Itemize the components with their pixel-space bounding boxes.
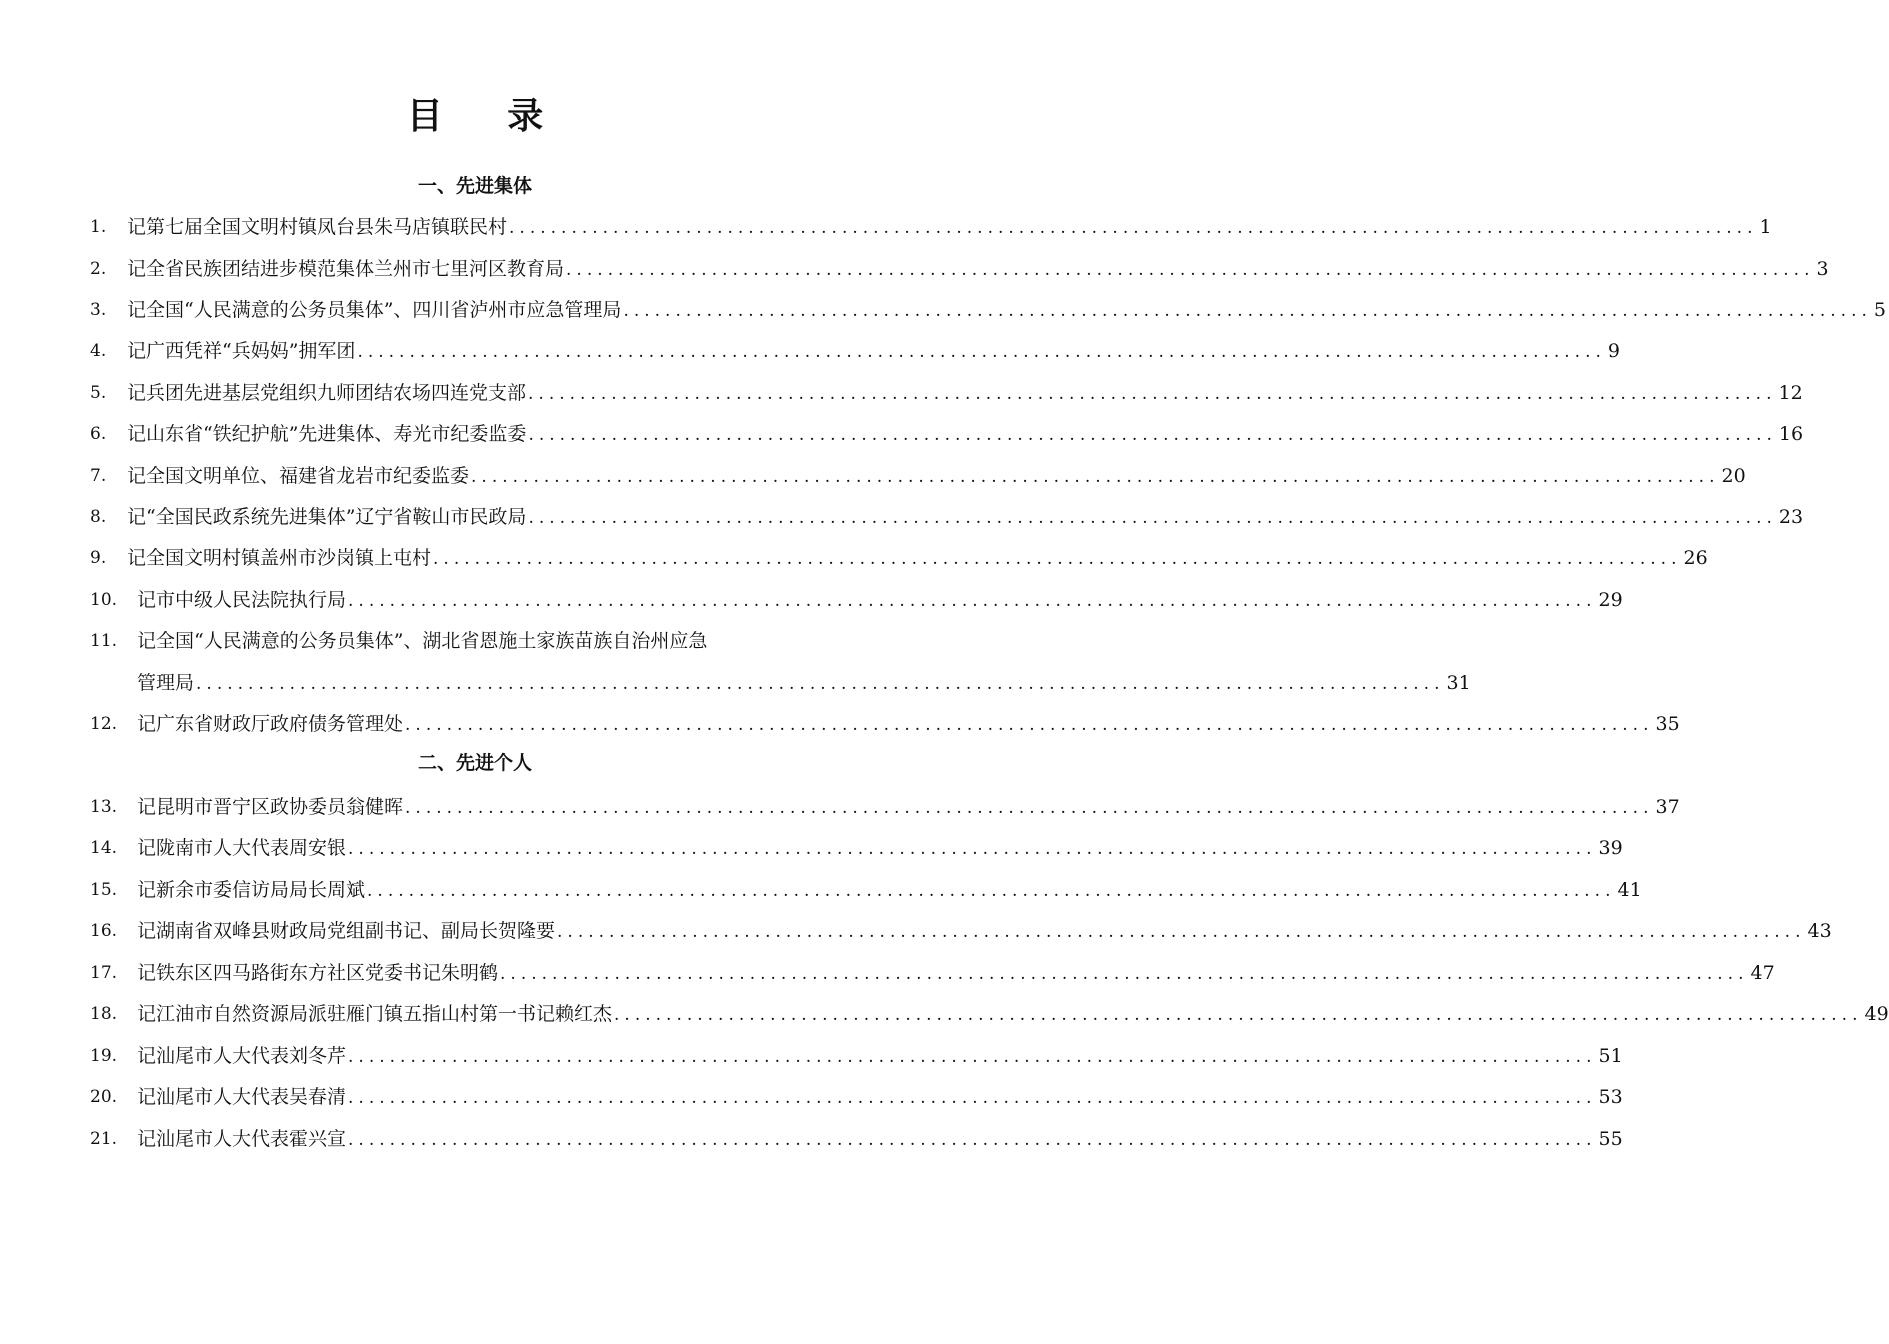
toc-entry-number: 20. xyxy=(90,1087,118,1107)
toc-entry-title: 记汕尾市人大代表刘冬芹 xyxy=(137,1045,347,1067)
dot-leader: ........................................................................................................................ xyxy=(348,591,1597,611)
toc-entry-page: 51 xyxy=(1598,1045,1623,1067)
toc-entry-page: 5 xyxy=(1873,299,1886,321)
toc-entry[interactable] xyxy=(90,585,1623,615)
toc-entry[interactable] xyxy=(90,254,1829,284)
toc-entry-title: 记山东省“铁纪护航”先进集体、寿光市纪委监委 xyxy=(127,423,527,445)
toc-entry-number: 11. xyxy=(90,631,118,651)
toc-entry-number: 7. xyxy=(90,466,107,486)
toc-entry-number: 8. xyxy=(90,507,107,527)
dot-leader: ........................................................................................................................ xyxy=(405,715,1654,735)
toc-entry-title: 记昆明市晋宁区政协委员翁健晖 xyxy=(137,796,404,818)
dot-leader: ........................................................................................................................ xyxy=(528,425,1777,445)
toc-entry-number: 19. xyxy=(90,1046,118,1066)
toc-entry[interactable] xyxy=(90,336,1620,366)
dot-leader: ........................................................................................................................ xyxy=(500,964,1749,984)
toc-entry-title: 记全省民族团结进步模范集体兰州市七里河区教育局 xyxy=(127,258,565,280)
toc-entry[interactable] xyxy=(90,833,1623,863)
toc-entry[interactable] xyxy=(90,1082,1623,1112)
dot-leader: ........................................................................................................................ xyxy=(348,1047,1597,1067)
dot-leader: ........................................................................................................................ xyxy=(528,384,1777,404)
toc-entry-number: 13. xyxy=(90,797,118,817)
toc-entry-page: 16 xyxy=(1778,423,1804,445)
toc-entry-title: 记全国“人民满意的公务员集体”、四川省泸州市应急管理局 xyxy=(127,299,622,321)
dot-leader: ........................................................................................................................ xyxy=(433,549,1682,569)
toc-entry-title: 记江油市自然资源局派驻雁门镇五指山村第一书记赖红杰 xyxy=(137,1003,613,1025)
toc-entry-number: 14. xyxy=(90,838,118,858)
toc-entry-title: 记广东省财政厅政府债务管理处 xyxy=(137,713,404,735)
toc-entry-page: 20 xyxy=(1721,465,1746,487)
toc-entry[interactable] xyxy=(90,419,1804,449)
toc-entry-title: 记“全国民政系统先进集体”辽宁省鞍山市民政局 xyxy=(127,506,527,528)
toc-entry-number: 2. xyxy=(90,259,107,279)
toc-entry-number: 12. xyxy=(90,714,118,734)
dot-leader: ........................................................................................................................ xyxy=(566,260,1815,280)
dot-leader: ........................................................................................................................ xyxy=(348,1130,1597,1150)
toc-entry[interactable] xyxy=(90,461,1746,491)
toc-entry-title: 记全国文明单位、福建省龙岩市纪委监委 xyxy=(127,465,470,487)
toc-entry-page: 29 xyxy=(1598,589,1623,611)
toc-entry-page: 55 xyxy=(1598,1128,1623,1150)
dot-leader: ........................................................................................................................ xyxy=(528,508,1777,528)
toc-entry-page: 12 xyxy=(1778,382,1803,404)
toc-entry[interactable] xyxy=(90,1041,1623,1071)
toc-entry-page: 1 xyxy=(1759,216,1772,238)
toc-entry-number: 15. xyxy=(90,880,118,900)
section-heading-collectives: 一、先进集体 xyxy=(417,175,532,197)
toc-entry[interactable] xyxy=(90,543,1708,573)
dot-leader: ........................................................................................................................ xyxy=(557,922,1806,942)
toc-entry[interactable] xyxy=(90,792,1680,822)
toc-entry-number: 4. xyxy=(90,341,107,361)
toc-entry-page: 41 xyxy=(1617,879,1642,901)
dot-leader: ........................................................................................................................ xyxy=(471,467,1720,487)
toc-entry-number: 10. xyxy=(90,590,118,610)
toc-entry[interactable] xyxy=(90,999,1889,1029)
toc-entry-title: 记新余市委信访局局长周斌 xyxy=(137,879,366,901)
section-heading-individuals: 二、先进个人 xyxy=(417,752,532,774)
toc-entry-title: 记汕尾市人大代表霍兴宣 xyxy=(137,1128,347,1150)
dot-leader: ........................................................................................................................ xyxy=(405,798,1654,818)
toc-entry[interactable] xyxy=(90,295,1886,325)
toc-entry-title: 记兵团先进基层党组织九师团结农场四连党支部 xyxy=(127,382,527,404)
toc-entry[interactable] xyxy=(90,916,1832,946)
toc-entry[interactable] xyxy=(90,212,1772,242)
toc-entry-title: 记湖南省双峰县财政局党组副书记、副局长贺隆要 xyxy=(137,920,556,942)
toc-entry-title: 记第七届全国文明村镇凤台县朱马店镇联民村 xyxy=(127,216,508,238)
dot-leader: ........................................................................................................................ xyxy=(509,218,1758,238)
toc-entry-page: 47 xyxy=(1750,962,1775,984)
dot-leader: ........................................................................................................................ xyxy=(196,674,1445,694)
toc-entry-number: 16. xyxy=(90,921,118,941)
toc-entry[interactable] xyxy=(90,1124,1623,1154)
toc-entry[interactable] xyxy=(90,626,860,656)
toc-entry-number: 21. xyxy=(90,1129,118,1149)
toc-entry-title: 记广西凭祥“兵妈妈”拥军团 xyxy=(127,340,356,362)
toc-entry-page: 9 xyxy=(1607,340,1620,362)
toc-entry-page: 39 xyxy=(1598,837,1623,859)
dot-leader: ........................................................................................................................ xyxy=(623,301,1872,321)
toc-entry[interactable] xyxy=(90,709,1680,739)
toc-entry-page: 53 xyxy=(1598,1086,1623,1108)
toc-entry-title: 记全国“人民满意的公务员集体”、湖北省恩施土家族苗族自治州应急 xyxy=(137,630,708,652)
toc-entry-page: 26 xyxy=(1683,547,1708,569)
toc-entry-page: 23 xyxy=(1778,506,1804,528)
toc-entry[interactable] xyxy=(90,958,1775,988)
toc-entry-page: 49 xyxy=(1864,1003,1889,1025)
toc-entry-title: 记市中级人民法院执行局 xyxy=(137,589,347,611)
toc-entry-page: 37 xyxy=(1655,796,1680,818)
dot-leader: ........................................................................................................................ xyxy=(614,1005,1863,1025)
dot-leader: ........................................................................................................................ xyxy=(357,342,1606,362)
toc-entry-number: 1. xyxy=(90,217,107,237)
toc-entry-title: 记全国文明村镇盖州市沙岗镇上屯村 xyxy=(127,547,432,569)
toc-entry-title: 记汕尾市人大代表吴春清 xyxy=(137,1086,347,1108)
dot-leader: ........................................................................................................................ xyxy=(348,1088,1597,1108)
toc-entry-title: 记陇南市人大代表周安银 xyxy=(137,837,347,859)
dot-leader: ........................................................................................................................ xyxy=(348,839,1597,859)
page-title: 目 录 xyxy=(406,95,570,137)
toc-entry[interactable] xyxy=(90,875,1642,905)
toc-entry-page: 35 xyxy=(1655,713,1680,735)
toc-entry-title: 记铁东区四马路街东方社区党委书记朱明鹤 xyxy=(137,962,499,984)
toc-entry-page: 3 xyxy=(1816,258,1829,280)
toc-entry[interactable] xyxy=(90,502,1804,532)
toc-entry-title-continued: 管理局 xyxy=(137,672,195,694)
toc-entry-number: 3. xyxy=(90,300,107,320)
toc-entry-number: 9. xyxy=(90,548,107,568)
toc-entry-page: 43 xyxy=(1807,920,1832,942)
toc-entry-page: 31 xyxy=(1446,672,1471,694)
toc-entry-number: 5. xyxy=(90,383,107,403)
dot-leader: ........................................................................................................................ xyxy=(367,881,1616,901)
toc-entry-continuation[interactable] xyxy=(90,668,1471,698)
toc-entry-number: 17. xyxy=(90,963,118,983)
toc-entry[interactable] xyxy=(90,378,1803,408)
toc-entry-number: 18. xyxy=(90,1004,118,1024)
toc-entry-number: 6. xyxy=(90,424,107,444)
